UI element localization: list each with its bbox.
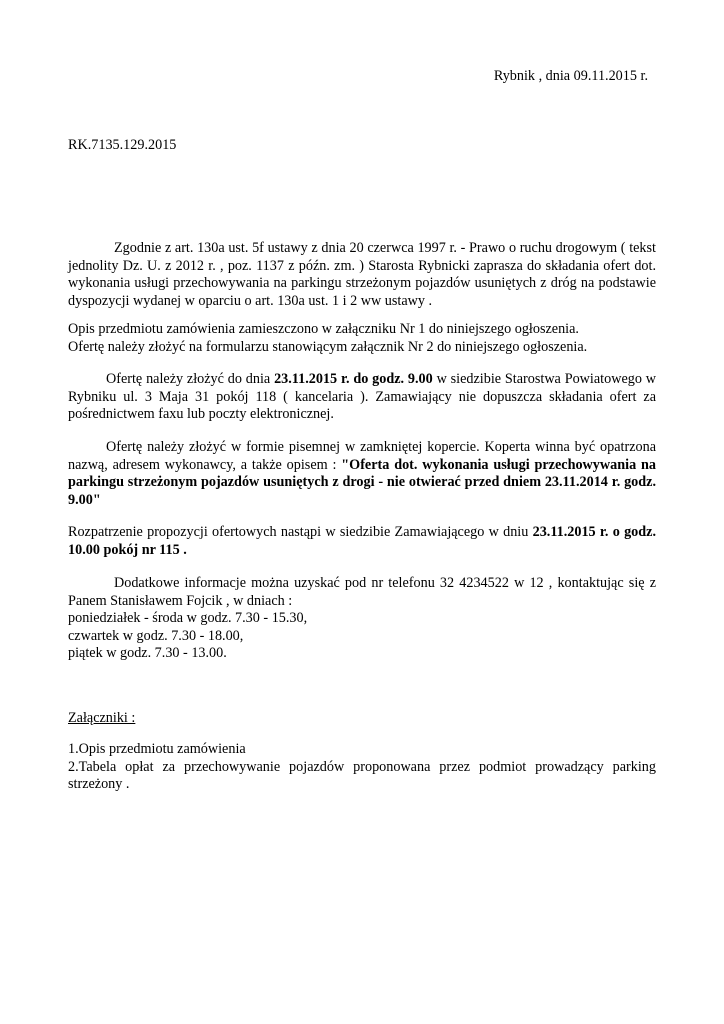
opening-when: 23.11.2015 r. o godz. 10.00 pokój nr 115 . xyxy=(68,524,656,558)
attachments-heading xyxy=(68,710,656,728)
hours-line-2: czwartek w godz. 7.30 - 18.00, xyxy=(68,627,244,644)
description-line-1: Opis przedmiotu zamówienia zamieszczono w załączniku Nr 1 do niniejszego ogłoszenia. xyxy=(68,321,579,337)
paragraph-opening xyxy=(68,524,656,559)
opening-before: Rozpatrzenie propozycji ofertowych nastąpi w siedzibie Zamawiającego w dniu xyxy=(68,524,533,540)
deadline-date: 23.11.2015 r. do godz. 9.00 xyxy=(274,371,433,387)
paragraph-contact xyxy=(68,575,656,663)
attachment-item-1: 1.Opis przedmiotu zamówienia xyxy=(68,741,246,757)
deadline-after: w siedzibie Starostwa Powiatowego w Rybniku ul. 3 Maja 31 pokój 118 ( kancelaria ). Zamawiający nie dopuszcza składania ofert za pośrednictwem faxu lub poczty elektronicznej. xyxy=(68,371,657,423)
paragraph-legal-basis-text: Zgodnie z art. 130a ust. 5f ustawy z dnia 20 czerwca 1997 r. - Prawo o ruchu drogowym ( tekst jednolity Dz. U. z 2012 r. , poz. 1137 z późn. zm. ) Starosta Rybnicki zaprasza do składania ofert dot. wykonania usługi przechowywania na parkingu strzeżonym pojazdów usuniętych z dróg na podstawie dyspozycji wydanej w oparciu o art. 130a ust. 1 i 2 ww ustawy . xyxy=(68,240,656,309)
paragraph-deadline xyxy=(68,371,656,424)
contact-intro-wrap xyxy=(68,575,656,610)
paragraph-envelope xyxy=(68,439,656,509)
place-date: Rybnik , dnia 09.11.2015 r. xyxy=(493,68,648,84)
attachments-list xyxy=(68,741,656,794)
envelope-label: "Oferta dot. wykonania usługi przechowywania na parkingu strzeżonym pojazdów usuniętych z drogi - nie otwierać przed dniem 23.11.2014 r. godz. 9.00" xyxy=(68,456,656,508)
deadline-before: Ofertę należy złożyć do dnia xyxy=(106,371,275,387)
attachment-item-2: 2.Tabela opłat za przechowywanie pojazdów proponowana przez podmiot prowadzący parking strzeżony . xyxy=(68,758,656,793)
paragraph-legal-basis xyxy=(68,240,656,310)
hours-line-1: poniedziałek - środa w godz. 7.30 - 15.30, xyxy=(68,610,308,627)
reference-number: RK.7135.129.2015 xyxy=(68,137,177,153)
envelope-before: Ofertę należy złożyć w formie pisemnej w zamkniętej kopercie. Koperta winna być opatrzona nazwą, adresem wykonawcy, a także opisem : xyxy=(68,439,656,473)
contact-intro: Dodatkowe informacje można uzyskać pod nr telefonu 32 4234522 w 12 , kontaktując się z Panem Stanisławem Fojcik , w dniach : xyxy=(68,575,656,609)
paragraph-description xyxy=(68,321,656,356)
description-line-2: Ofertę należy złożyć na formularzu stanowiącym załącznik Nr 2 do niniejszego ogłoszenia. xyxy=(68,338,588,355)
hours-line-3: piątek w godz. 7.30 - 13.00. xyxy=(68,645,227,662)
attachments-heading-text: Załączniki : xyxy=(68,710,136,726)
